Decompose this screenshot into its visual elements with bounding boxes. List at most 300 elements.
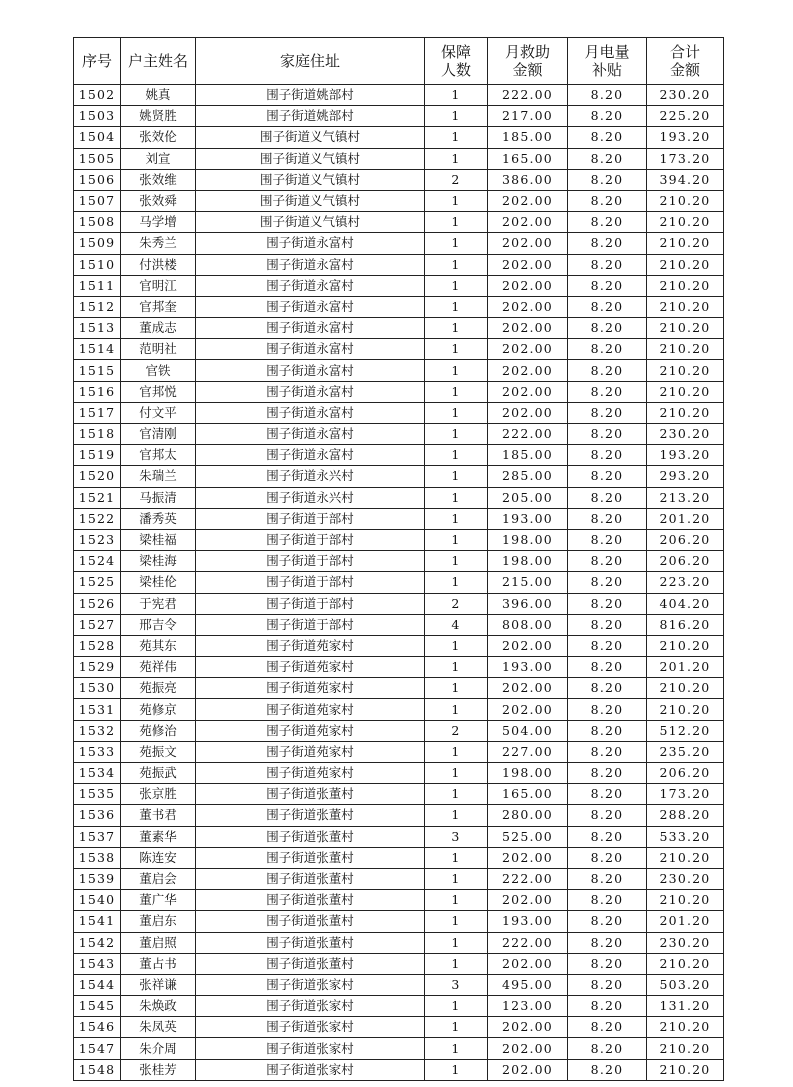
cell-seq: 1533 (74, 741, 121, 762)
cell-name: 于宪君 (121, 593, 196, 614)
table-row (74, 911, 724, 932)
cell-address: 围子街道张董村 (196, 805, 425, 826)
cell-name: 梁桂海 (121, 551, 196, 572)
table-row (74, 720, 724, 741)
table-row (74, 699, 724, 720)
table-row (74, 1038, 724, 1059)
cell-persons: 1 (425, 360, 488, 381)
cell-address: 围子街道苑家村 (196, 657, 425, 678)
table-row (74, 805, 724, 826)
cell-electric-subsidy: 8.20 (568, 1059, 647, 1080)
cell-total: 210.20 (647, 360, 724, 381)
cell-address: 围子街道永富村 (196, 233, 425, 254)
cell-name: 马学增 (121, 212, 196, 233)
cell-monthly-aid: 202.00 (488, 296, 568, 317)
cell-monthly-aid: 222.00 (488, 868, 568, 889)
cell-address: 围子街道永富村 (196, 424, 425, 445)
cell-total: 512.20 (647, 720, 724, 741)
cell-electric-subsidy: 8.20 (568, 996, 647, 1017)
cell-seq: 1544 (74, 974, 121, 995)
cell-name: 董书君 (121, 805, 196, 826)
cell-persons: 1 (425, 868, 488, 889)
cell-total: 193.20 (647, 127, 724, 148)
cell-total: 230.20 (647, 868, 724, 889)
cell-address: 围子街道张董村 (196, 932, 425, 953)
cell-address: 围子街道永富村 (196, 402, 425, 423)
cell-address: 围子街道永兴村 (196, 466, 425, 487)
cell-persons: 1 (425, 678, 488, 699)
cell-name: 朱瑞兰 (121, 466, 196, 487)
cell-seq: 1509 (74, 233, 121, 254)
cell-name: 董广华 (121, 890, 196, 911)
cell-address: 围子街道张家村 (196, 1059, 425, 1080)
cell-monthly-aid: 202.00 (488, 1017, 568, 1038)
cell-name: 董占书 (121, 953, 196, 974)
cell-monthly-aid: 227.00 (488, 741, 568, 762)
cell-electric-subsidy: 8.20 (568, 805, 647, 826)
cell-name: 官明江 (121, 275, 196, 296)
table-row (74, 127, 724, 148)
table-row (74, 445, 724, 466)
table-row (74, 953, 724, 974)
cell-total: 206.20 (647, 529, 724, 550)
cell-total: 210.20 (647, 678, 724, 699)
cell-address: 围子街道永富村 (196, 339, 425, 360)
cell-seq: 1515 (74, 360, 121, 381)
cell-total: 210.20 (647, 381, 724, 402)
cell-monthly-aid: 165.00 (488, 784, 568, 805)
cell-name: 董启照 (121, 932, 196, 953)
cell-address: 围子街道永富村 (196, 445, 425, 466)
cell-electric-subsidy: 8.20 (568, 487, 647, 508)
cell-electric-subsidy: 8.20 (568, 763, 647, 784)
cell-seq: 1545 (74, 996, 121, 1017)
header-name: 户主姓名 (121, 38, 196, 85)
cell-seq: 1511 (74, 275, 121, 296)
cell-total: 230.20 (647, 424, 724, 445)
cell-monthly-aid: 205.00 (488, 487, 568, 508)
cell-electric-subsidy: 8.20 (568, 381, 647, 402)
cell-seq: 1530 (74, 678, 121, 699)
table-row (74, 635, 724, 656)
table-row (74, 169, 724, 190)
cell-persons: 1 (425, 424, 488, 445)
cell-total: 210.20 (647, 699, 724, 720)
cell-electric-subsidy: 8.20 (568, 318, 647, 339)
header-total-line2: 金额 (669, 61, 700, 79)
cell-seq: 1535 (74, 784, 121, 805)
cell-total: 206.20 (647, 551, 724, 572)
cell-address: 围子街道义气镇村 (196, 169, 425, 190)
cell-total: 394.20 (647, 169, 724, 190)
cell-seq: 1506 (74, 169, 121, 190)
cell-address: 围子街道永富村 (196, 381, 425, 402)
cell-seq: 1548 (74, 1059, 121, 1080)
table-row (74, 233, 724, 254)
table-row (74, 678, 724, 699)
cell-name: 董成志 (121, 318, 196, 339)
cell-name: 官邦悦 (121, 381, 196, 402)
cell-name: 苑其东 (121, 635, 196, 656)
cell-seq: 1518 (74, 424, 121, 445)
header-electric-subsidy (568, 38, 647, 85)
cell-electric-subsidy: 8.20 (568, 106, 647, 127)
cell-address: 围子街道张董村 (196, 784, 425, 805)
cell-seq: 1520 (74, 466, 121, 487)
cell-persons: 1 (425, 1038, 488, 1059)
cell-monthly-aid: 222.00 (488, 424, 568, 445)
cell-persons: 1 (425, 233, 488, 254)
table-row (74, 508, 724, 529)
cell-address: 围子街道永兴村 (196, 487, 425, 508)
cell-persons: 1 (425, 339, 488, 360)
cell-persons: 1 (425, 106, 488, 127)
table-row (74, 381, 724, 402)
cell-address: 围子街道义气镇村 (196, 190, 425, 211)
cell-persons: 2 (425, 720, 488, 741)
cell-name: 梁桂福 (121, 529, 196, 550)
cell-electric-subsidy: 8.20 (568, 233, 647, 254)
cell-persons: 1 (425, 763, 488, 784)
cell-electric-subsidy: 8.20 (568, 932, 647, 953)
cell-monthly-aid: 202.00 (488, 212, 568, 233)
cell-seq: 1526 (74, 593, 121, 614)
table-row (74, 254, 724, 275)
cell-address: 围子街道张董村 (196, 826, 425, 847)
cell-electric-subsidy: 8.20 (568, 657, 647, 678)
cell-total: 210.20 (647, 1038, 724, 1059)
cell-persons: 1 (425, 85, 488, 106)
header-total-line1: 合计 (669, 43, 700, 61)
cell-electric-subsidy: 8.20 (568, 466, 647, 487)
cell-monthly-aid: 198.00 (488, 551, 568, 572)
cell-seq: 1546 (74, 1017, 121, 1038)
cell-address: 围子街道于部村 (196, 551, 425, 572)
cell-total: 223.20 (647, 572, 724, 593)
cell-persons: 1 (425, 996, 488, 1017)
table-row (74, 890, 724, 911)
cell-total: 230.20 (647, 932, 724, 953)
cell-seq: 1541 (74, 911, 121, 932)
cell-persons: 1 (425, 1017, 488, 1038)
cell-address: 围子街道于部村 (196, 572, 425, 593)
cell-name: 潘秀英 (121, 508, 196, 529)
table-row (74, 932, 724, 953)
cell-name: 苑修治 (121, 720, 196, 741)
cell-electric-subsidy: 8.20 (568, 720, 647, 741)
cell-electric-subsidy: 8.20 (568, 275, 647, 296)
table-row (74, 996, 724, 1017)
cell-electric-subsidy: 8.20 (568, 127, 647, 148)
table-row (74, 424, 724, 445)
cell-monthly-aid: 285.00 (488, 466, 568, 487)
cell-persons: 1 (425, 805, 488, 826)
cell-electric-subsidy: 8.20 (568, 508, 647, 529)
cell-monthly-aid: 198.00 (488, 529, 568, 550)
cell-seq: 1529 (74, 657, 121, 678)
cell-electric-subsidy: 8.20 (568, 868, 647, 889)
cell-total: 293.20 (647, 466, 724, 487)
cell-monthly-aid: 222.00 (488, 85, 568, 106)
cell-address: 围子街道苑家村 (196, 678, 425, 699)
header-electric-line2: 补贴 (591, 61, 622, 79)
cell-persons: 1 (425, 551, 488, 572)
cell-persons: 1 (425, 190, 488, 211)
cell-electric-subsidy: 8.20 (568, 212, 647, 233)
header-total (647, 38, 724, 85)
cell-electric-subsidy: 8.20 (568, 593, 647, 614)
cell-electric-subsidy: 8.20 (568, 445, 647, 466)
cell-monthly-aid: 202.00 (488, 635, 568, 656)
cell-seq: 1537 (74, 826, 121, 847)
cell-name: 朱秀兰 (121, 233, 196, 254)
cell-seq: 1538 (74, 847, 121, 868)
cell-name: 张祥谦 (121, 974, 196, 995)
cell-monthly-aid: 202.00 (488, 847, 568, 868)
cell-persons: 1 (425, 932, 488, 953)
cell-total: 404.20 (647, 593, 724, 614)
cell-persons: 1 (425, 953, 488, 974)
cell-total: 201.20 (647, 657, 724, 678)
cell-address: 围子街道张董村 (196, 911, 425, 932)
cell-seq: 1505 (74, 148, 121, 169)
cell-address: 围子街道张家村 (196, 1017, 425, 1038)
cell-name: 张效舜 (121, 190, 196, 211)
cell-persons: 1 (425, 508, 488, 529)
cell-address: 围子街道苑家村 (196, 763, 425, 784)
header-persons (425, 38, 488, 85)
cell-address: 围子街道永富村 (196, 254, 425, 275)
cell-address: 围子街道义气镇村 (196, 127, 425, 148)
cell-name: 姚贤胜 (121, 106, 196, 127)
cell-electric-subsidy: 8.20 (568, 784, 647, 805)
cell-name: 刘宣 (121, 148, 196, 169)
cell-seq: 1514 (74, 339, 121, 360)
cell-total: 288.20 (647, 805, 724, 826)
cell-address: 围子街道苑家村 (196, 635, 425, 656)
cell-monthly-aid: 280.00 (488, 805, 568, 826)
cell-monthly-aid: 202.00 (488, 275, 568, 296)
cell-monthly-aid: 193.00 (488, 911, 568, 932)
cell-electric-subsidy: 8.20 (568, 635, 647, 656)
cell-persons: 1 (425, 741, 488, 762)
cell-electric-subsidy: 8.20 (568, 148, 647, 169)
cell-persons: 1 (425, 275, 488, 296)
cell-name: 马振清 (121, 487, 196, 508)
cell-seq: 1512 (74, 296, 121, 317)
cell-name: 张桂芳 (121, 1059, 196, 1080)
cell-total: 210.20 (647, 190, 724, 211)
cell-name: 付文平 (121, 402, 196, 423)
cell-seq: 1547 (74, 1038, 121, 1059)
cell-electric-subsidy: 8.20 (568, 190, 647, 211)
table-row (74, 487, 724, 508)
cell-monthly-aid: 202.00 (488, 190, 568, 211)
cell-electric-subsidy: 8.20 (568, 1017, 647, 1038)
cell-persons: 1 (425, 635, 488, 656)
cell-name: 姚真 (121, 85, 196, 106)
cell-monthly-aid: 202.00 (488, 678, 568, 699)
cell-total: 173.20 (647, 784, 724, 805)
cell-persons: 1 (425, 381, 488, 402)
cell-total: 533.20 (647, 826, 724, 847)
cell-seq: 1504 (74, 127, 121, 148)
table-row (74, 826, 724, 847)
cell-address: 围子街道永富村 (196, 318, 425, 339)
cell-monthly-aid: 165.00 (488, 148, 568, 169)
table-row (74, 741, 724, 762)
relief-table (73, 37, 724, 1081)
cell-name: 苑振武 (121, 763, 196, 784)
cell-monthly-aid: 504.00 (488, 720, 568, 741)
cell-monthly-aid: 215.00 (488, 572, 568, 593)
cell-total: 210.20 (647, 254, 724, 275)
table-row (74, 339, 724, 360)
cell-electric-subsidy: 8.20 (568, 424, 647, 445)
cell-electric-subsidy: 8.20 (568, 551, 647, 572)
cell-persons: 1 (425, 318, 488, 339)
cell-total: 201.20 (647, 508, 724, 529)
cell-persons: 1 (425, 254, 488, 275)
cell-monthly-aid: 185.00 (488, 445, 568, 466)
cell-electric-subsidy: 8.20 (568, 169, 647, 190)
cell-persons: 2 (425, 169, 488, 190)
cell-electric-subsidy: 8.20 (568, 572, 647, 593)
cell-persons: 1 (425, 911, 488, 932)
cell-name: 董启东 (121, 911, 196, 932)
cell-monthly-aid: 202.00 (488, 381, 568, 402)
cell-monthly-aid: 202.00 (488, 233, 568, 254)
cell-seq: 1508 (74, 212, 121, 233)
cell-seq: 1513 (74, 318, 121, 339)
table-row (74, 402, 724, 423)
cell-total: 206.20 (647, 763, 724, 784)
cell-monthly-aid: 202.00 (488, 890, 568, 911)
header-seq: 序号 (74, 38, 121, 85)
header-monthly-aid-line1: 月救助 (504, 43, 550, 61)
cell-total: 210.20 (647, 233, 724, 254)
table-row (74, 85, 724, 106)
table-row (74, 212, 724, 233)
cell-persons: 1 (425, 296, 488, 317)
cell-electric-subsidy: 8.20 (568, 402, 647, 423)
cell-electric-subsidy: 8.20 (568, 953, 647, 974)
table-body (74, 85, 724, 1081)
cell-name: 董素华 (121, 826, 196, 847)
cell-seq: 1503 (74, 106, 121, 127)
cell-address: 围子街道苑家村 (196, 699, 425, 720)
table-row (74, 572, 724, 593)
cell-monthly-aid: 202.00 (488, 318, 568, 339)
cell-electric-subsidy: 8.20 (568, 296, 647, 317)
cell-address: 围子街道张董村 (196, 890, 425, 911)
cell-persons: 1 (425, 572, 488, 593)
cell-address: 围子街道张家村 (196, 1038, 425, 1059)
cell-name: 张京胜 (121, 784, 196, 805)
cell-total: 210.20 (647, 1059, 724, 1080)
cell-address: 围子街道苑家村 (196, 720, 425, 741)
table-row (74, 614, 724, 635)
cell-address: 围子街道苑家村 (196, 741, 425, 762)
cell-address: 围子街道张家村 (196, 996, 425, 1017)
cell-name: 官邦奎 (121, 296, 196, 317)
cell-persons: 1 (425, 127, 488, 148)
cell-total: 235.20 (647, 741, 724, 762)
cell-address: 围子街道张家村 (196, 974, 425, 995)
cell-seq: 1527 (74, 614, 121, 635)
cell-name: 邢吉令 (121, 614, 196, 635)
cell-electric-subsidy: 8.20 (568, 911, 647, 932)
cell-address: 围子街道永富村 (196, 275, 425, 296)
cell-monthly-aid: 495.00 (488, 974, 568, 995)
cell-total: 210.20 (647, 275, 724, 296)
table-row (74, 190, 724, 211)
cell-total: 131.20 (647, 996, 724, 1017)
cell-monthly-aid: 202.00 (488, 1059, 568, 1080)
cell-seq: 1543 (74, 953, 121, 974)
cell-name: 朱凤英 (121, 1017, 196, 1038)
cell-total: 816.20 (647, 614, 724, 635)
cell-electric-subsidy: 8.20 (568, 847, 647, 868)
table-row (74, 657, 724, 678)
cell-seq: 1519 (74, 445, 121, 466)
cell-total: 210.20 (647, 296, 724, 317)
cell-name: 范明社 (121, 339, 196, 360)
cell-persons: 1 (425, 784, 488, 805)
cell-name: 付洪楼 (121, 254, 196, 275)
cell-seq: 1525 (74, 572, 121, 593)
cell-total: 210.20 (647, 318, 724, 339)
cell-persons: 2 (425, 593, 488, 614)
cell-persons: 1 (425, 466, 488, 487)
table-row (74, 360, 724, 381)
cell-seq: 1540 (74, 890, 121, 911)
cell-address: 围子街道于部村 (196, 614, 425, 635)
cell-persons: 1 (425, 890, 488, 911)
table-row (74, 529, 724, 550)
cell-monthly-aid: 193.00 (488, 508, 568, 529)
table-row (74, 1017, 724, 1038)
cell-seq: 1507 (74, 190, 121, 211)
table-row (74, 593, 724, 614)
table-header-row (74, 38, 724, 85)
cell-total: 210.20 (647, 339, 724, 360)
cell-monthly-aid: 386.00 (488, 169, 568, 190)
cell-persons: 1 (425, 212, 488, 233)
cell-address: 围子街道永富村 (196, 296, 425, 317)
cell-persons: 1 (425, 487, 488, 508)
cell-monthly-aid: 202.00 (488, 360, 568, 381)
cell-electric-subsidy: 8.20 (568, 85, 647, 106)
cell-persons: 4 (425, 614, 488, 635)
cell-electric-subsidy: 8.20 (568, 254, 647, 275)
cell-monthly-aid: 202.00 (488, 339, 568, 360)
table-row (74, 847, 724, 868)
header-monthly-aid-line2: 金额 (512, 61, 543, 79)
cell-name: 官清刚 (121, 424, 196, 445)
cell-name: 朱介周 (121, 1038, 196, 1059)
table-row (74, 106, 724, 127)
header-persons-line1: 保障 (440, 43, 471, 61)
cell-monthly-aid: 202.00 (488, 953, 568, 974)
table-row (74, 275, 724, 296)
table-row (74, 974, 724, 995)
cell-electric-subsidy: 8.20 (568, 339, 647, 360)
cell-name: 陈连安 (121, 847, 196, 868)
cell-name: 官邦太 (121, 445, 196, 466)
cell-total: 225.20 (647, 106, 724, 127)
cell-monthly-aid: 198.00 (488, 763, 568, 784)
